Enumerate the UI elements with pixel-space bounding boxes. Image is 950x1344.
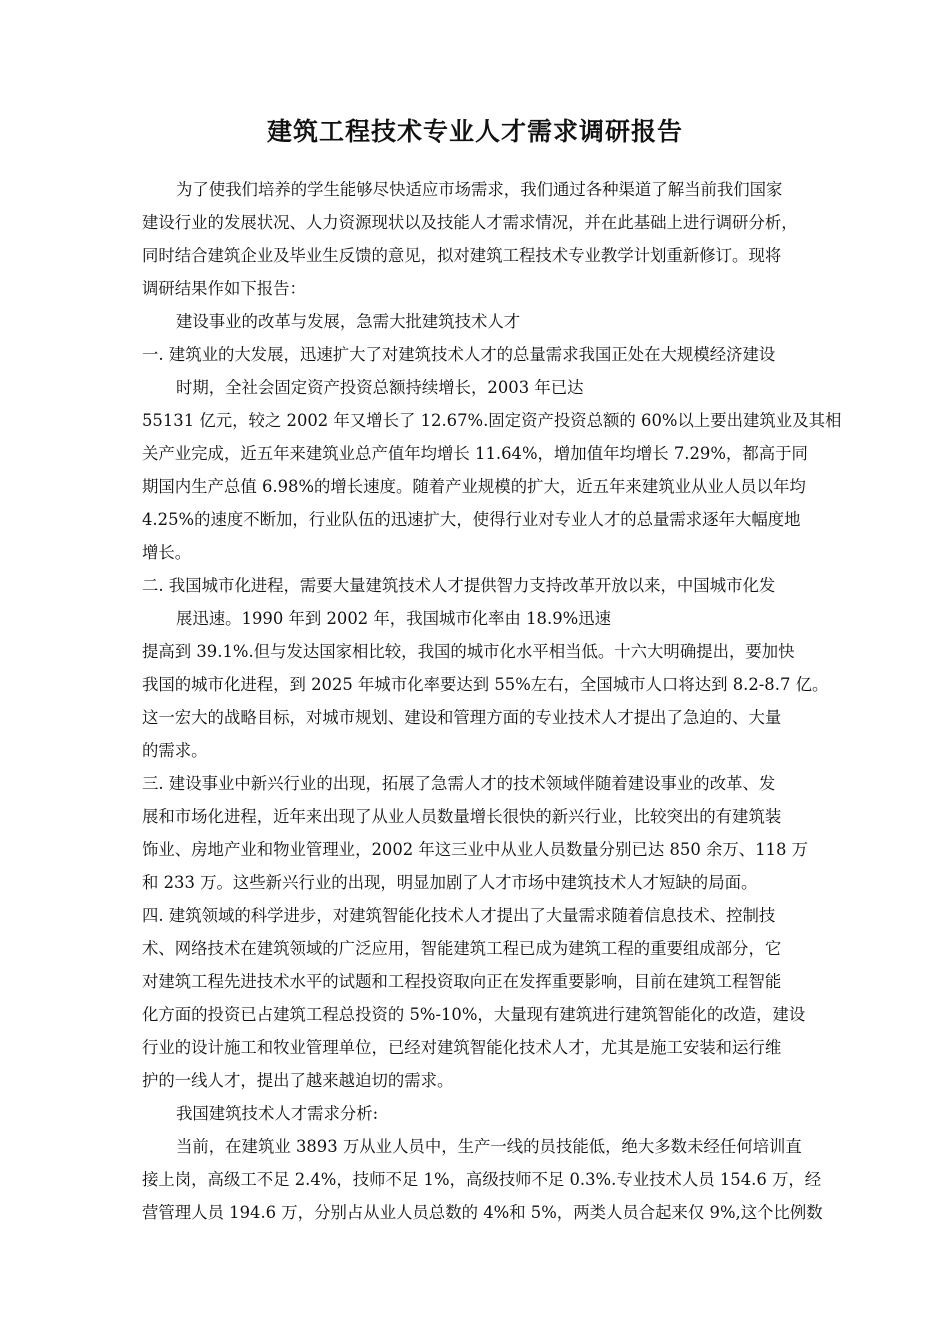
paragraph-line: 和 233 万。这些新兴行业的出现，明显加剧了人才市场中建筑技术人才短缺的局面。 xyxy=(142,873,758,892)
paragraph-line: 增长。 xyxy=(142,543,192,562)
paragraph-line: 当前，在建筑业 3893 万从业人员中，生产一线的员技能低，绝大多数未经任何培训直 xyxy=(176,1137,802,1156)
paragraph-line: 时期，全社会固定资产投资总额持续增长，2003 年已达 xyxy=(176,378,584,397)
numbered-item-heading: 二. 我国城市化进程，需要大量建筑技术人才提供智力支持改革开放以来，中国城市化发 xyxy=(142,576,776,595)
paragraph-line: 术、网络技术在建筑领域的广泛应用，智能建筑工程已成为建筑工程的重要组成部分，它 xyxy=(142,939,782,958)
paragraph-line: 55131 亿元，较之 2002 年又增长了 12.67%.固定资产投资总额的 60%以上要出建筑业及其相 xyxy=(142,411,842,430)
numbered-item-heading: 三. 建设事业中新兴行业的出现，拓展了急需人才的技术领域伴随着建设事业的改革、发 xyxy=(142,774,776,793)
paragraph-line: 这一宏大的战略目标，对城市规划、建设和管理方面的专业技术人才提出了急迫的、大量 xyxy=(142,708,782,727)
numbered-item-heading: 四. 建筑领域的科学进步，对建筑智能化技术人才提出了大量需求随着信息技术、控制技 xyxy=(142,906,776,925)
section-heading: 建设事业的改革与发展，急需大批建筑技术人才 xyxy=(176,312,521,331)
paragraph-line: 期国内生产总值 6.98%的增长速度。随着产业规模的扩大，近五年来建筑业从业人员以年均 xyxy=(142,477,806,496)
paragraph-line: 接上岗，高级工不足 2.4%，技师不足 1%，高级技师不足 0.3%.专业技术人员 154.6 万，经 xyxy=(142,1170,822,1189)
paragraph-line: 营管理人员 194.6 万，分别占从业人员总数的 4%和 5%，两类人员合起来仅 9%,这个比例数 xyxy=(142,1203,823,1222)
paragraph-line: 的需求。 xyxy=(142,741,208,760)
paragraph-line: 护的一线人才，提出了越来越迫切的需求。 xyxy=(142,1071,454,1090)
section-heading: 我国建筑技术人才需求分析: xyxy=(176,1104,379,1123)
paragraph-line: 展迅速。1990 年到 2002 年，我国城市化率由 18.9%迅速 xyxy=(176,609,611,628)
paragraph-line: 化方面的投资已占建筑工程总投资的 5%-10%，大量现有建筑进行建筑智能化的改造，建设 xyxy=(142,1005,806,1024)
paragraph-line: 提高到 39.1%.但与发达国家相比较，我国的城市化水平相当低。十六大明确提出，要加快 xyxy=(142,642,795,661)
paragraph-line: 为了使我们培养的学生能够尽快适应市场需求，我们通过各种渠道了解当前我们国家 xyxy=(176,180,783,199)
document-title: 建筑工程技术专业人才需求调研报告 xyxy=(266,117,683,146)
paragraph-line: 我国的城市化进程，到 2025 年城市化率要达到 55%左右，全国城市人口将达到 8.2-8.7 亿。 xyxy=(142,675,829,694)
paragraph-line: 展和市场化进程，近年来出现了从业人员数量增长很快的新兴行业，比较突出的有建筑装 xyxy=(142,807,782,826)
paragraph-line: 同时结合建筑企业及毕业生反馈的意见，拟对建筑工程技术专业教学计划重新修订。现将 xyxy=(142,246,782,265)
paragraph-line: 对建筑工程先进技术水平的试题和工程投资取向正在发挥重要影响，目前在建筑工程智能 xyxy=(142,972,782,991)
paragraph-line: 建设行业的发展状况、人力资源现状以及技能人才需求情况，并在此基础上进行调研分析， xyxy=(142,213,798,232)
paragraph-line: 调研结果作如下报告： xyxy=(142,279,306,298)
paragraph-line: 饰业、房地产业和物业管理业，2002 年这三业中从业人员数量分别已达 850 余万、118 万 xyxy=(142,840,809,859)
paragraph-line: 关产业完成，近五年来建筑业总产值年均增长 11.64%，增加值年均增长 7.29%，都高于同 xyxy=(142,444,808,463)
paragraph-line: 行业的设计施工和牧业管理单位，已经对建筑智能化技术人才，尤其是施工安装和运行维 xyxy=(142,1038,782,1057)
numbered-item-heading: 一. 建筑业的大发展，迅速扩大了对建筑技术人才的总量需求我国正处在大规模经济建设 xyxy=(142,345,776,364)
paragraph-line: 4.25%的速度不断加，行业队伍的迅速扩大，使得行业对专业人才的总量需求逐年大幅度地 xyxy=(142,510,801,529)
